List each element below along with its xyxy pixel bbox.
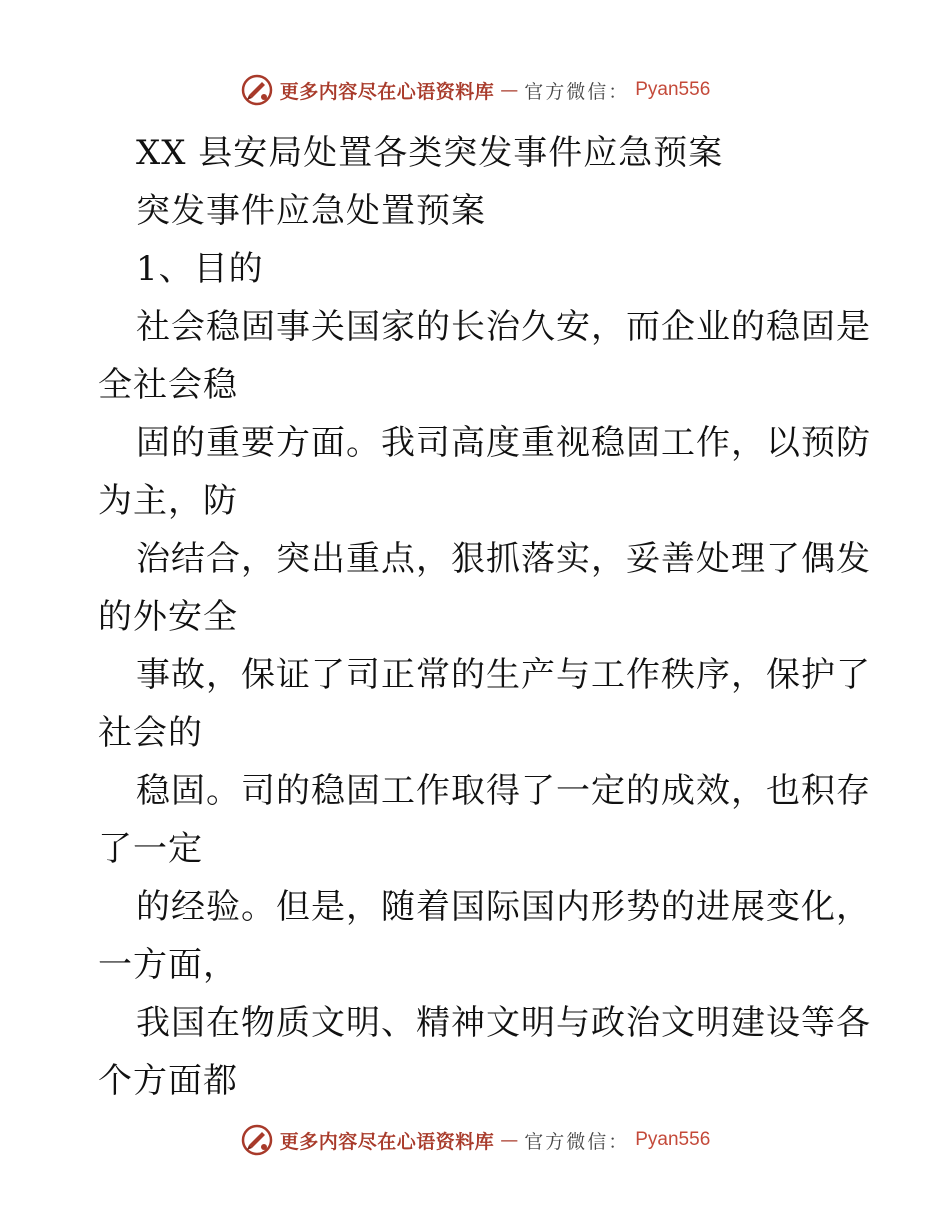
paragraph-line: 的经验。但是，随着国际国内形势的进展变化， (136, 887, 871, 927)
paragraph-line: 个方面都 (98, 1061, 238, 1101)
paragraph-line: 了一定 (98, 829, 203, 869)
pen-seal-logo-icon (240, 73, 274, 107)
paragraph-line: 社会稳固事关国家的长治久安，而企业的稳固是 (136, 307, 871, 347)
watermark-brand: 更多内容尽在心语资料库 (279, 80, 495, 103)
watermark-separator: — (500, 79, 519, 101)
watermark-separator: — (500, 1129, 519, 1151)
watermark-brand: 更多内容尽在心语资料库 (279, 1130, 495, 1153)
paragraph-line: 固的重要方面。我司高度重视稳固工作，以预防 (136, 423, 871, 463)
watermark-contact-label: 官方微信： (524, 80, 630, 103)
header-watermark (0, 70, 950, 110)
watermark-handle: Pyan556 (635, 79, 711, 100)
paragraph-line: 为主，防 (98, 481, 238, 521)
paragraph-line: 的外安全 (98, 597, 238, 637)
section-heading: 突发事件应急处置预案 (136, 191, 486, 231)
watermark-contact-label: 官方微信： (524, 1130, 630, 1153)
paragraph-line: 事故，保证了司正常的生产与工作秩序，保护了 (136, 655, 871, 695)
footer-watermark (0, 1120, 950, 1160)
paragraph-line: 全社会稳 (98, 365, 238, 405)
paragraph-line: 稳固。司的稳固工作取得了一定的成效，也积存 (136, 771, 871, 811)
pen-seal-logo-icon (240, 1123, 274, 1157)
paragraph-line: 我国在物质文明、精神文明与政治文明建设等各 (136, 1003, 871, 1043)
document-title: XX 县安局处置各类突发事件应急预案 (136, 133, 724, 173)
paragraph-line: 社会的 (98, 713, 203, 753)
paragraph-line: 治结合，突出重点，狠抓落实，妥善处理了偶发 (136, 539, 871, 579)
paragraph-line: 一方面， (98, 945, 238, 985)
document-body (98, 124, 871, 1110)
subsection-heading: 1、目的 (136, 249, 264, 289)
watermark-handle: Pyan556 (635, 1129, 711, 1150)
